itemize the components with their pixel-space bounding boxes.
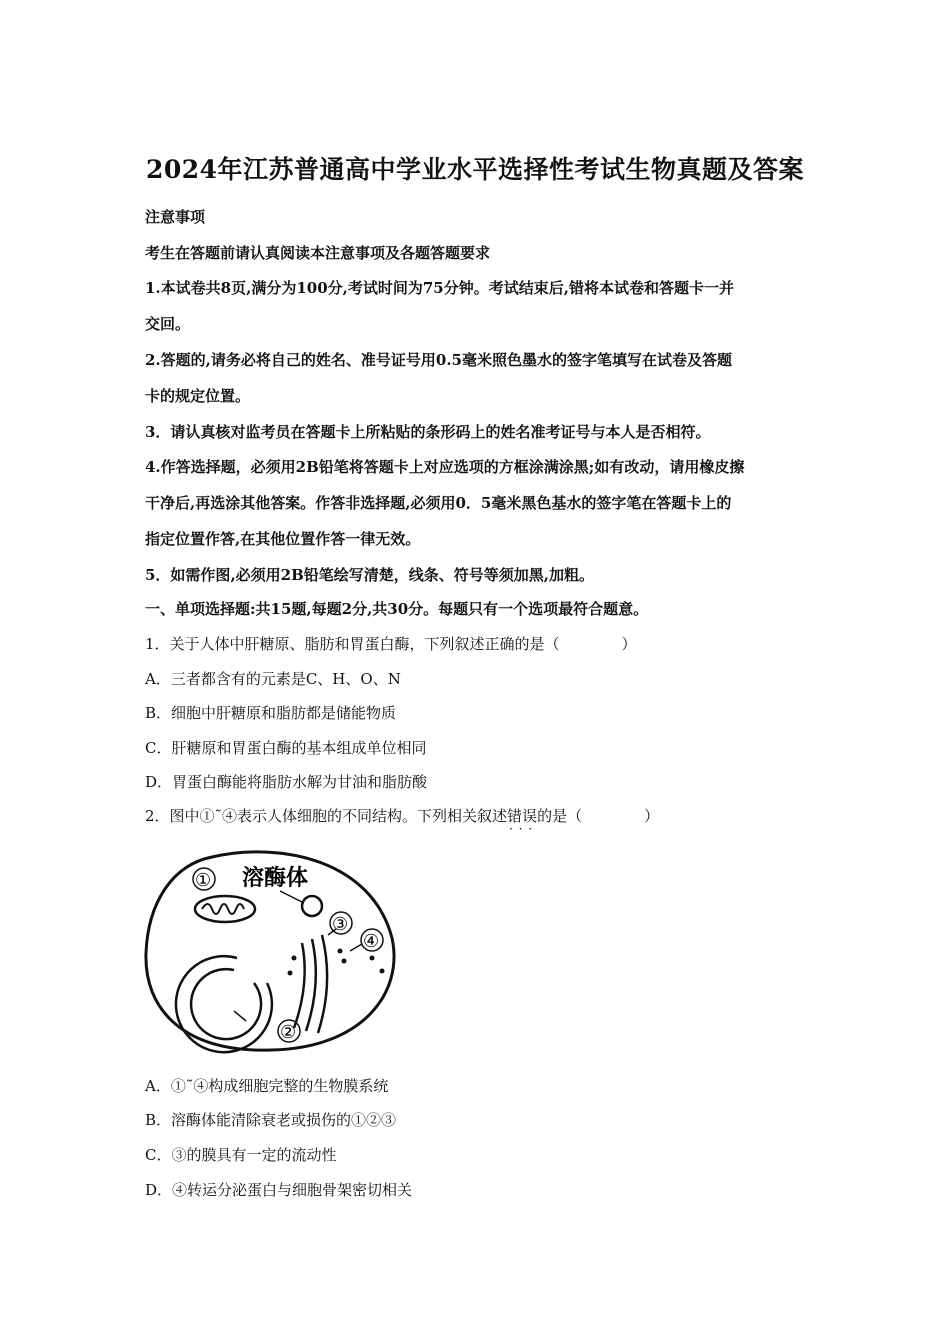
notice-item: 干净后,再选涂其他答案。作答非选择题,必须用0．5毫米黑色基水的签字笔在答题卡上的 — [145, 494, 732, 512]
question-2-text: 2．图中①˜④表示人体细胞的不同结构。下列相关叙述 — [145, 807, 508, 825]
question-2-text-end: 的是（ — [537, 807, 583, 825]
question-1-close: ） — [621, 635, 637, 653]
notice-item: 交回。 — [145, 315, 191, 333]
figure-label-lysosome: 溶酶体 — [242, 865, 309, 891]
question-1-text: 1．关于人体中肝糖原、脂肪和胃蛋白酶，下列叙述正确的是（ — [145, 635, 560, 653]
notice-item: 2.答题的,请务必将自己的姓名、准号证号用0.5毫米照色墨水的签字笔填写在试卷及答题 — [145, 351, 732, 369]
notice-item: 4.作答选择题，必须用2B铅笔将答题卡上对应选项的方框涂满涂黑;如有改动，请用橡皮擦 — [145, 458, 745, 476]
question-2-option-a: A．①˜④构成细胞完整的生物膜系统 — [145, 1077, 389, 1095]
question-1-option-a: A．三者都含有的元素是C、H、O、N — [145, 670, 401, 688]
notice-heading: 注意事项 — [145, 208, 206, 226]
notice-item: 3．请认真核对监考员在答题卡上所粘贴的条形码上的姓名准考证号与本人是否相符。 — [145, 423, 711, 441]
question-2-close: ） — [644, 807, 660, 825]
figure-label-4: ④ — [363, 931, 380, 952]
question-1-option-d: D．胃蛋白酶能将脂肪水解为甘油和脂肪酸 — [145, 773, 428, 791]
figure-label-3: ③ — [332, 914, 349, 935]
emphasis-word: 错误 · · · — [507, 807, 537, 825]
question-1-stem — [145, 634, 815, 654]
question-2-option-c: C．③的膜具有一定的流动性 — [145, 1146, 337, 1164]
question-1-option-c: C．肝糖原和胃蛋白酶的基本组成单位相同 — [145, 739, 427, 757]
mitochondrion-icon — [195, 896, 255, 922]
vesicle-pointer — [350, 944, 362, 951]
question-2-stem — [145, 806, 815, 826]
lysosome-pointer — [280, 891, 304, 903]
notice-intro: 考生在答题前请认真阅读本注意事项及各题答题要求 — [145, 244, 491, 262]
figure-label-1: ① — [195, 870, 212, 891]
lysosome-icon — [302, 896, 322, 916]
endoplasmic-reticulum-icon — [176, 956, 272, 1052]
cell-structure-figure — [142, 843, 404, 1055]
notice-item: 指定位置作答,在其他位置作答一律无效。 — [145, 530, 421, 548]
figure-label-2: ② — [280, 1022, 297, 1043]
notice-item: 1.本试卷共8页,满分为100分,考试时间为75分钟。考试结束后,错将本试卷和答题卡一并 — [145, 279, 734, 297]
question-1-option-b: B．细胞中肝糖原和脂肪都是储能物质 — [145, 704, 397, 722]
question-2-option-d: D．④转运分泌蛋白与细胞骨架密切相关 — [145, 1181, 413, 1199]
notice-item: 卡的规定位置。 — [145, 387, 251, 405]
document-title: 2024年江苏普通高中学业水平选择性考试生物真题及答案 — [145, 155, 805, 184]
question-2-option-b: B．溶酶体能清除衰老或损伤的①②③ — [145, 1111, 397, 1129]
notice-item: 5．如需作图,必须用2B铅笔绘写清楚，线条、符号等须加黑,加粗。 — [145, 566, 594, 584]
vesicles-icon — [288, 949, 385, 976]
golgi-apparatus-icon — [294, 935, 327, 1033]
section-heading: 一、单项选择题:共15题,每题2分,共30分。每题只有一个选项最符合题意。 — [145, 600, 649, 618]
